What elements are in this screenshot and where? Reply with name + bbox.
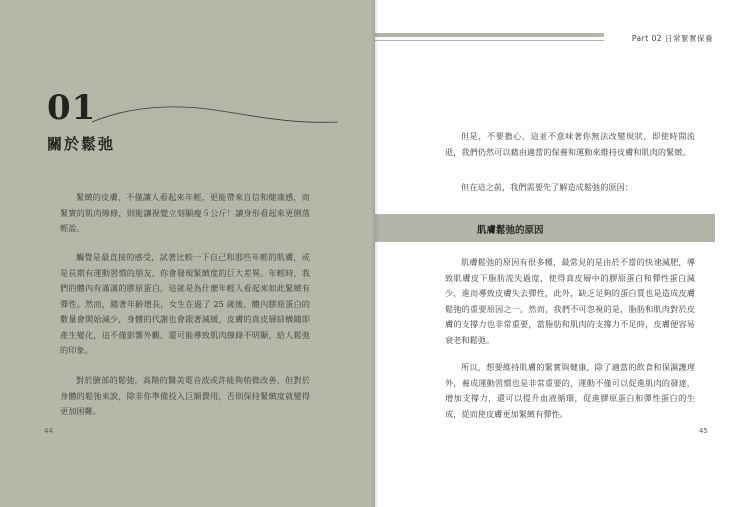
- section-paragraph-2: 所以，想要維持肌膚的緊實與健康，除了適當的飲食和保濕護理外，養成運動習慣也是非常重要的，運動不僅可以促進肌肉的發達，增加支撐力，還可以提升血液循環，促進膠原蛋白和彈性蛋白的生成，從而使皮膚更加緊緻有彈性。: [445, 362, 695, 419]
- chapter-title: 關於鬆弛: [47, 135, 116, 153]
- section-heading: 肌膚鬆弛的原因: [477, 225, 544, 236]
- intro-paragraph-1: 但是，不要擔心，這並不意味著你無法改變現狀，即使時間流逝，我們仍然可以藉由適當的保養和運動來維持皮膚和肌肉的緊緻。: [445, 131, 695, 157]
- section-heading-bar: [375, 214, 715, 242]
- header-rule-thin: [375, 40, 604, 41]
- body-paragraph-2: 觸覺是最直接的感受，試著比較一下自己和那些年輕的肌膚，或是長期有運動習慣的朋友，你會發現緊緻度的巨大差異。年輕時，我們的體內有滿滿的膠原蛋白，這就是為什麼年輕人看起來如此緊緻有彈性。然而，隨著年齡增長，女生在過了 25 歲後，體內膠原蛋白的數量會開始減少，身體的代謝也會跟著減緩，皮膚的真皮層結構隨即產生變化，這不僅影響外觀，還可能導致肌肉線條不明顯，給人鬆弛的印象。: [60, 252, 310, 355]
- body-paragraph-3: 對於臉部的鬆弛，高階的醫美電音波或許能夠稍微改善，但對於身體的鬆弛來說，除非你準備投入巨額費用，否則保持緊緻度就變得更加困難。: [60, 375, 310, 416]
- decorative-swirl-line: [90, 100, 340, 140]
- page-number: 45: [699, 427, 708, 435]
- intro-paragraph-2: 但在這之前，我們需要先了解造成鬆弛的原因：: [461, 182, 633, 192]
- body-paragraph-1: 緊緻的皮膚，不僅讓人看起來年輕，更能帶來自信和健康感，而緊實的肌肉線條，則能讓視覺立刻顯瘦５公斤！讓身形看起來更俐落輕盈。: [60, 192, 310, 233]
- chapter-number: 01: [47, 88, 97, 128]
- header-rule-thick: [375, 33, 604, 37]
- right-page: [375, 0, 750, 507]
- page-number: 44: [44, 427, 53, 435]
- section-paragraph-1: 肌膚鬆弛的原因有很多種，最常見的是由於不當的快速減肥，導致肌膚皮下脂肪流失過度，使得真皮層中的膠原蛋白和彈性蛋白減少，進而導致皮膚失去彈性，此外，缺乏足夠的蛋白質也是造成皮膚鬆弛的重要原因之一。然而，我們不可忽視的是，脂肪和肌肉對於皮膚的支撐力也非常重要，當脂肪和肌肉的支撐力不足時，皮膚便容易衰老和鬆弛。: [445, 257, 695, 345]
- running-head: Part 02 日常緊實保養: [631, 34, 713, 43]
- book-gutter-shadow: [371, 0, 379, 507]
